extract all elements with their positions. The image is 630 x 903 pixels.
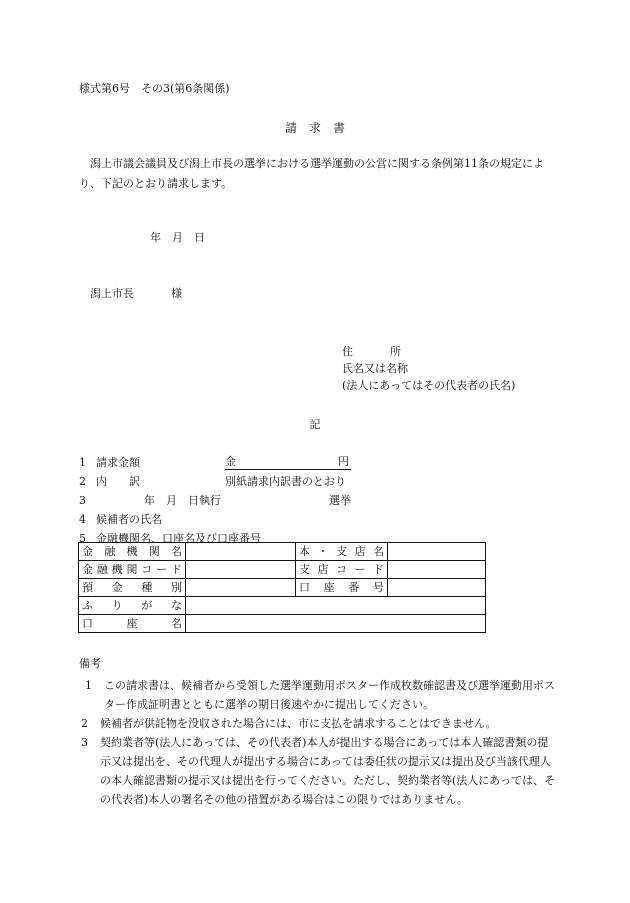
amount-suffix: 円 [338,455,349,468]
institution-code-label: 金融機関コード [79,561,186,579]
name-label: 氏名又は名称 [342,362,408,375]
item-number: 5 [79,532,86,545]
note-text: 契約業者等(法人にあっては、その代表者)本人が提出する場合にあっては本人確認書類の提示又は提出を、その代理人が提出する場合にあっては委任状の提示又は提出及び当該代理人の本人確認書類の提示又は提出を行ってください。ただし、契約業者等(法人にあっては、その代表者)本人の署名その他の措置がある場合はこの限りではありません。 [100,736,556,806]
branch-name-label: 本・支店名 [296,543,388,561]
item-label: 候補者の氏名 [96,513,162,526]
election-suffix: 選挙 [329,494,351,507]
note-number: 1 [85,679,92,692]
amount-field [225,454,351,470]
furigana-label: ふりがな [79,597,186,615]
item-number: 3 [79,494,86,507]
note-item [79,714,557,733]
addressee-honorific: 様 [171,287,182,300]
note-text: 候補者が供託物を没収された場合には、市に支払を請求することはできません。 [100,717,497,730]
deposit-type-label: 預金種別 [79,579,186,597]
item-label: 内訳 [96,475,162,488]
form-number: 様式第6号 その3(第6条関係) [79,82,230,95]
ki-heading: 記 [309,418,321,431]
addressee [90,287,182,300]
branch-code-label: 支店コード [296,561,388,579]
applicant-block [342,343,515,394]
item-number: 1 [79,456,86,469]
note-number: 2 [81,717,88,730]
notes-title: 備考 [79,657,101,670]
deposit-type-cell[interactable] [186,579,296,597]
table-row [79,597,486,615]
item-label: 金融機関名、口座名及び口座番号 [96,532,261,545]
account-number-cell[interactable] [388,579,486,597]
institution-name-cell[interactable] [186,543,296,561]
account-name-cell[interactable] [186,615,486,633]
note-text: この請求書は、候補者から受領した選挙運動用ポスター作成枚数確認書及び選挙運動用ポスター作成証明書とともに選挙の期日後速やかに提出してください。 [104,679,555,711]
election-date: 年 月 日執行 [144,494,221,507]
notes-list [79,676,557,809]
table-row [79,579,486,597]
bank-table [78,542,486,633]
table-row [79,615,486,633]
amount-prefix: 金 [225,455,236,468]
item-label: 請求金額 [96,456,140,469]
note-item [79,733,557,809]
note-number: 3 [81,736,88,749]
branch-name-cell[interactable] [388,543,486,561]
corporate-note: (法人にあってはその代表者の氏名) [342,379,516,392]
date-line: 年 月 日 [150,231,205,244]
document-title: 請 求 書 [284,121,345,135]
furigana-cell[interactable] [186,597,486,615]
institution-code-cell[interactable] [186,561,296,579]
item-number: 4 [79,513,86,526]
table-row [79,561,486,579]
addressee-name: 潟上市長 [90,287,134,300]
item-number: 2 [79,475,86,488]
address-label: 住所 [342,345,438,358]
item-value: 別紙請求内訳書のとおり [225,475,346,488]
table-row [79,543,486,561]
institution-name-label: 金融機関名 [79,543,186,561]
account-number-label: 口座番号 [296,579,388,597]
note-item [79,676,557,714]
account-name-label: 口座名 [79,615,186,633]
intro-paragraph: 潟上市議会議員及び潟上市長の選挙における選挙運動の公営に関する条例第11条の規定により、下記のとおり請求します。 [79,157,544,190]
branch-code-cell[interactable] [388,561,486,579]
